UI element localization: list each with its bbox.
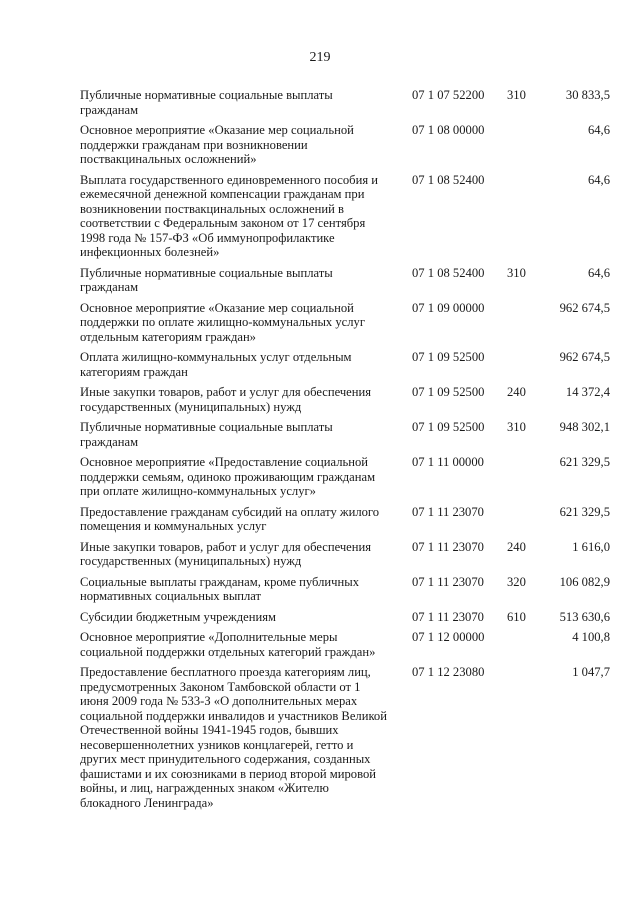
page-number: 219 <box>309 50 331 65</box>
row-amount: 962 674,5 <box>559 350 610 364</box>
row-amount: 1 616,0 <box>572 539 610 554</box>
row-code: 07 1 12 00000 <box>412 630 485 644</box>
row-amount: 14 372,4 <box>565 385 610 399</box>
row-code: 07 1 08 00000 <box>412 123 485 137</box>
table-row <box>80 540 610 569</box>
row-code: 07 1 08 52400 <box>412 265 485 280</box>
row-expense-type: 310 <box>507 265 526 280</box>
row-code: 07 1 11 23070 <box>412 609 484 624</box>
row-description: Социальные выплаты гражданам, кроме публичных нормативных социальных выплат <box>80 574 359 603</box>
row-description: Предоставление гражданам субсидий на оплату жилого помещения и коммунальных услуг <box>80 504 380 533</box>
row-amount: 64,6 <box>587 265 610 280</box>
row-description: Иные закупки товаров, работ и услуг для обеспечения государственных (муниципальных) нужд <box>80 385 372 414</box>
row-description: Иные закупки товаров, работ и услуг для обеспечения государственных (муниципальных) нужд <box>80 539 372 568</box>
row-code: 07 1 07 52200 <box>412 88 485 102</box>
row-code: 07 1 09 52500 <box>412 420 485 434</box>
row-code: 07 1 09 52500 <box>412 350 485 364</box>
table-row <box>80 665 610 810</box>
table-row <box>80 301 610 345</box>
row-description: Основное мероприятие «Оказание мер социальной поддержки гражданам при возникновении поствакцинальных осложнений» <box>80 123 354 166</box>
row-description: Оплата жилищно-коммунальных услуг отдельным категориям граждан <box>80 350 352 379</box>
table-row <box>80 123 610 167</box>
row-description: Публичные нормативные социальные выплаты гражданам <box>80 88 333 117</box>
row-amount: 621 329,5 <box>559 504 610 519</box>
row-amount: 30 833,5 <box>565 88 610 102</box>
row-amount: 4 100,8 <box>572 630 610 644</box>
table-row <box>80 350 610 379</box>
row-amount: 106 082,9 <box>559 574 610 589</box>
row-code: 07 1 09 00000 <box>412 300 485 315</box>
row-code: 07 1 11 23070 <box>412 504 484 519</box>
table-row <box>80 575 610 604</box>
row-amount: 621 329,5 <box>559 455 610 469</box>
row-expense-type: 310 <box>507 420 526 434</box>
budget-table <box>80 88 610 816</box>
row-amount: 948 302,1 <box>559 420 610 434</box>
table-row <box>80 610 610 625</box>
row-description: Выплата государственного единовременного пособия и ежемесячной денежной компенсации гражданам при возникновении поствакцинальных осложнений в соответствии с Федеральным законом от 17 сентября 1998 года № 157-ФЗ «Об иммунопрофилактике инфекционных болезней» <box>80 172 378 259</box>
row-description: Предоставление бесплатного проезда категориям лиц, предусмотренных Законом Тамбовской области от 1 июня 2009 года № 533-З «О дополнительных мерах социальной поддержки инвалидов и участников Великой Отечественной войны 1941-1945 годов, бывших несовершеннолетних узников концлагерей, гетто и других мест принудительного содержания, созданных фашистами и их союзниками в период второй мировой войны, и лиц, награжденных знаком «Жителю блокадного Ленинграда» <box>80 665 387 810</box>
table-row <box>80 420 610 449</box>
row-code: 07 1 08 52400 <box>412 172 485 187</box>
row-expense-type: 610 <box>507 609 526 624</box>
row-expense-type: 240 <box>507 385 526 399</box>
row-code: 07 1 12 23080 <box>412 665 485 679</box>
row-description: Субсидии бюджетным учреждениям <box>80 609 276 624</box>
row-amount: 64,6 <box>587 172 610 187</box>
table-row <box>80 266 610 295</box>
row-code: 07 1 11 00000 <box>412 455 484 469</box>
table-row <box>80 173 610 260</box>
table-row <box>80 385 610 414</box>
row-amount: 513 630,6 <box>559 609 610 624</box>
row-code: 07 1 11 23070 <box>412 539 484 554</box>
row-amount: 1 047,7 <box>572 665 610 679</box>
row-description: Основное мероприятие «Оказание мер социальной поддержки по оплате жилищно-коммунальных услуг отдельным категориям граждан» <box>80 300 366 344</box>
table-row <box>80 630 610 659</box>
row-expense-type: 310 <box>507 88 526 102</box>
row-code: 07 1 11 23070 <box>412 574 484 589</box>
row-code: 07 1 09 52500 <box>412 385 485 399</box>
table-row <box>80 88 610 117</box>
row-description: Публичные нормативные социальные выплаты гражданам <box>80 265 333 294</box>
table-row <box>80 505 610 534</box>
row-amount: 64,6 <box>587 123 610 137</box>
row-expense-type: 320 <box>507 574 526 589</box>
row-expense-type: 240 <box>507 539 526 554</box>
row-amount: 962 674,5 <box>559 300 610 315</box>
table-row <box>80 455 610 499</box>
row-description: Основное мероприятие «Предоставление социальной поддержки семьям, одиноко проживающим гражданам при оплате жилищно-коммунальных услуг» <box>80 455 376 498</box>
row-description: Основное мероприятие «Дополнительные меры социальной поддержки отдельных категорий граждан» <box>80 630 376 659</box>
row-description: Публичные нормативные социальные выплаты гражданам <box>80 420 333 449</box>
